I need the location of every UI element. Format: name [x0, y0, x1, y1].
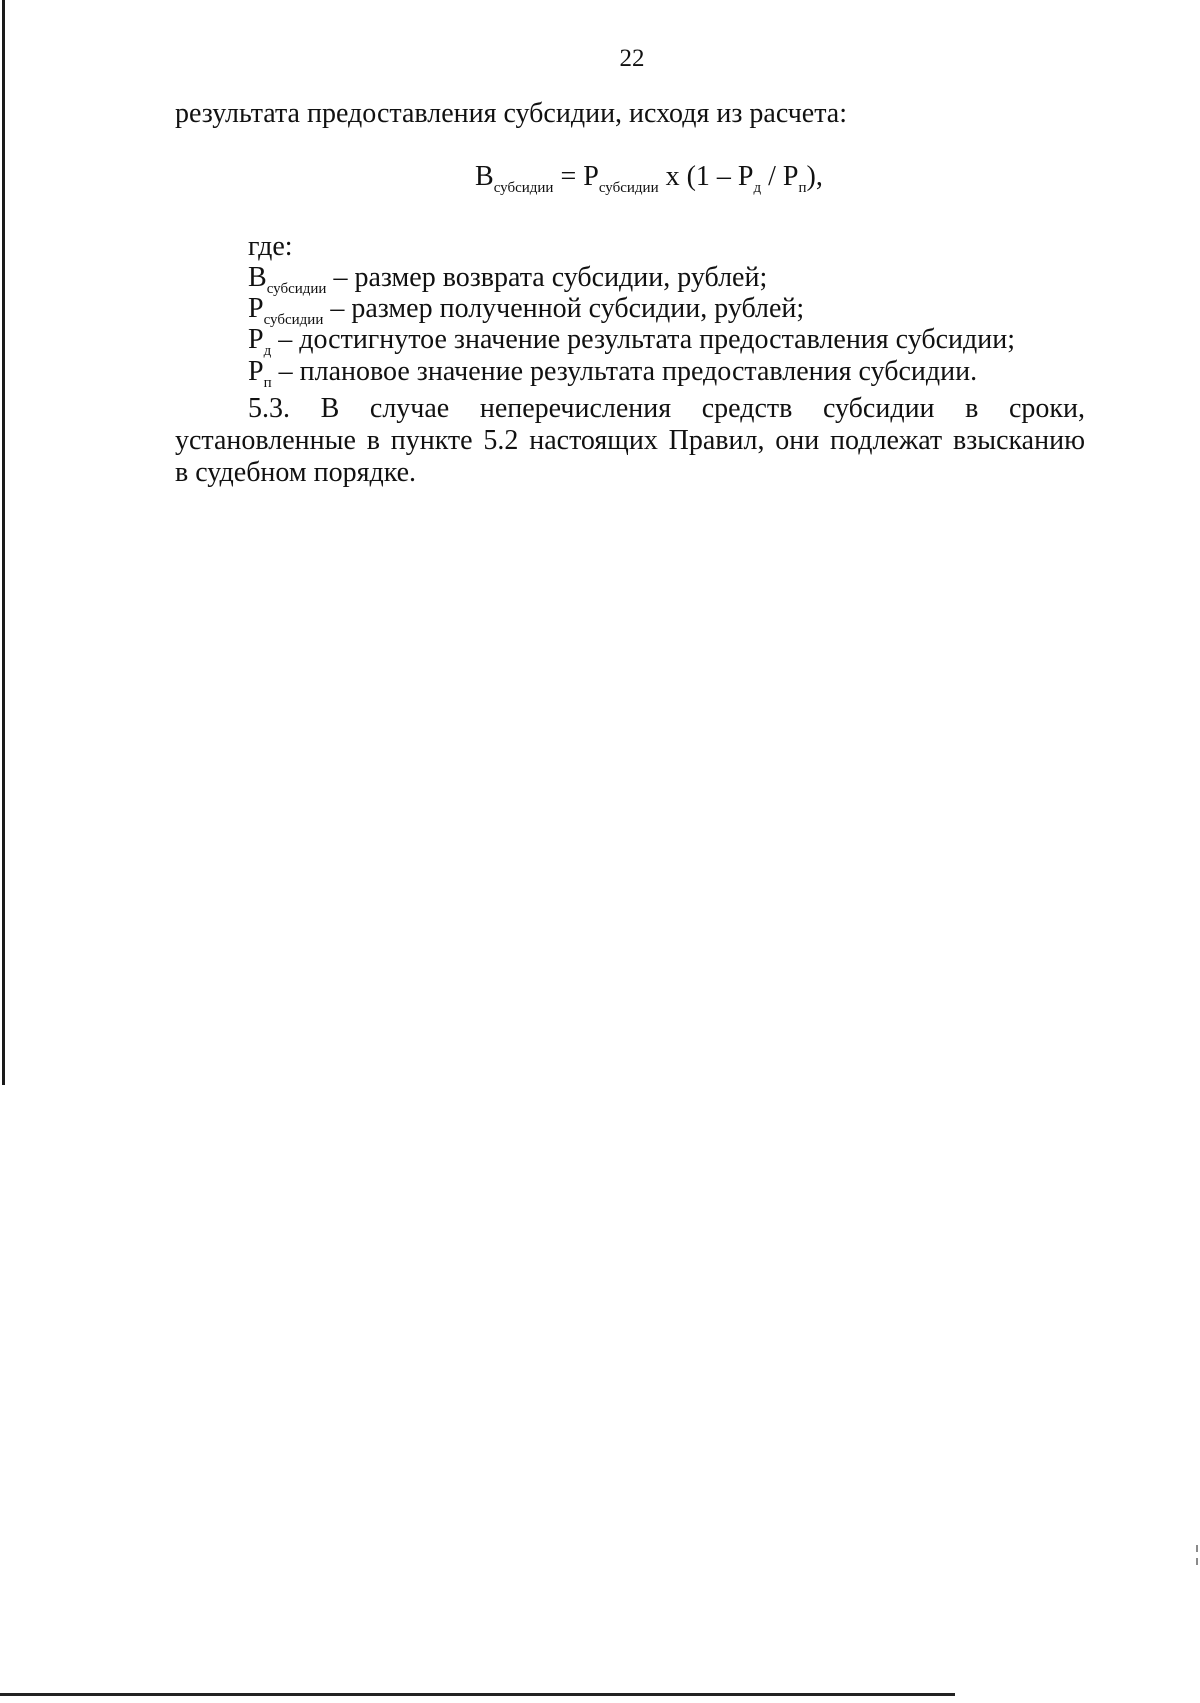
scan-speck	[1196, 1558, 1198, 1565]
formula-b-subscript: субсидии	[493, 180, 554, 196]
definition-subscript: д	[263, 343, 272, 359]
definition-symbol: Р	[248, 356, 264, 387]
clause-5-3-line3: в судебном порядке.	[175, 457, 417, 488]
definition-symbol: В	[248, 262, 267, 293]
return-formula	[475, 160, 823, 198]
definition-rp	[175, 356, 1158, 392]
formula-slash: /	[761, 161, 783, 192]
clause-5-3-line1: 5.3. В случае неперечисления средств субсидии в сроки,	[248, 393, 1085, 424]
formula-close: ),	[806, 161, 823, 192]
definition-subscript: п	[263, 375, 272, 391]
formula-rp-subscript: п	[798, 180, 807, 196]
formula-b: В	[475, 161, 494, 192]
scan-left-border	[2, 0, 5, 1085]
formula-r: Р	[583, 161, 599, 192]
scan-speck	[1196, 1545, 1198, 1552]
definition-symbol: Р	[248, 324, 264, 355]
formula-rp: Р	[782, 161, 799, 192]
definition-symbol: Р	[248, 293, 264, 324]
where-label: где:	[248, 231, 293, 262]
formula-r-subscript: субсидии	[598, 180, 659, 196]
page-number: 22	[619, 45, 645, 72]
definition-text: – размер возврата субсидии, рублей;	[326, 262, 768, 293]
formula-times: х (1 –	[658, 161, 738, 192]
definition-text: – достигнутое значение результата предоставления субсидии;	[271, 324, 1016, 355]
definition-text: – плановое значение результата предоставления субсидии.	[271, 356, 978, 387]
formula-rd-subscript: д	[753, 180, 762, 196]
formula-eq: =	[553, 161, 584, 192]
clause-5-3-line2: установленные в пункте 5.2 настоящих Правил, они подлежат взысканию	[175, 425, 1085, 456]
definition-rd	[175, 324, 1158, 360]
formula-rd: Р	[737, 161, 754, 192]
definition-text: – размер полученной субсидии, рублей;	[323, 293, 805, 324]
intro-line: результата предоставления субсидии, исходя из расчета:	[175, 98, 847, 129]
definition-subscript: субсидии	[263, 312, 324, 328]
scan-bottom-border	[0, 1693, 955, 1696]
definition-subscript: субсидии	[266, 281, 327, 297]
